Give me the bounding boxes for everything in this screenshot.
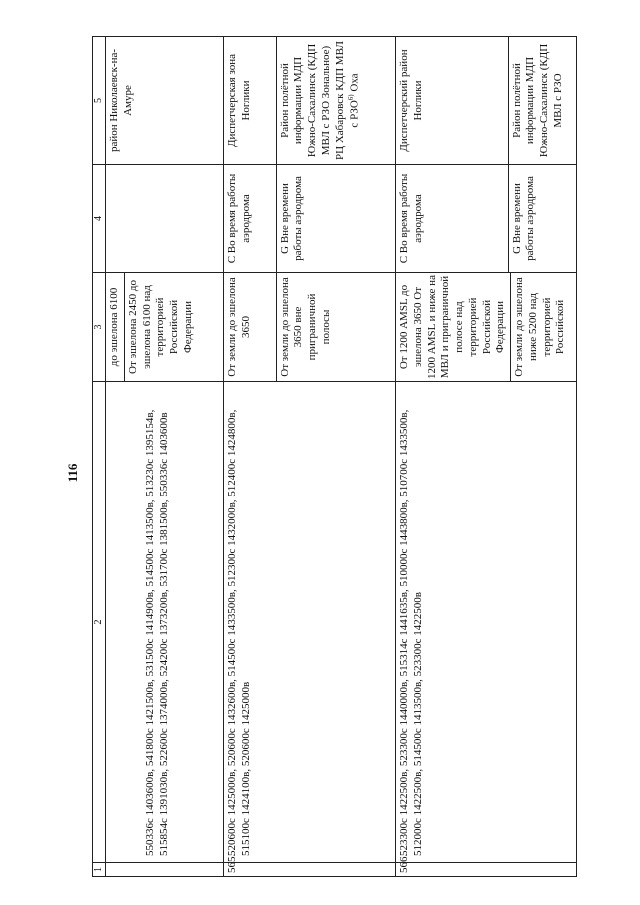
coordinates: 550336с 1403600в, 541800с 1421500в, 531500с 1414900в, 514500с 1413500в, 513230с 1395154в, 515854с 1391030в, 522600с 1374000в, 524200с 1373200в, 531700с 1381500в, 550336с 1403600в bbox=[106, 382, 224, 863]
airspace-class bbox=[224, 165, 396, 273]
header-col-3: 3 bbox=[93, 273, 106, 382]
header-col-2: 2 bbox=[93, 382, 106, 863]
class-sub: C Во время работы аэродрома bbox=[226, 173, 252, 264]
limits-main: От эшелона 2450 до эшелона 6100 над территорией Российской Федерации bbox=[124, 273, 223, 381]
vertical-limits bbox=[224, 273, 396, 382]
row-number: 565. bbox=[224, 863, 396, 877]
airspace-class bbox=[396, 165, 577, 273]
class-sub: C Во время работы аэродрома bbox=[398, 173, 424, 264]
atc-unit: район Николаевск-на-Амуре bbox=[106, 37, 224, 165]
header-col-4: 4 bbox=[93, 165, 106, 273]
atc-unit bbox=[224, 37, 396, 165]
table-row bbox=[106, 37, 224, 877]
airspace-table-sheet bbox=[92, 37, 577, 877]
row-number bbox=[106, 863, 224, 877]
coordinates: 520600с 1425000в, 520600с 1432600в, 514500с 1433500в, 512300с 1432000в, 512400с 1424800в, 515100с 1424100в, 520600с 1425000в bbox=[224, 382, 396, 863]
unit-sub: Район полётной информации МДП Южно-Сахалинск (КДП МВЛ с РЗО bbox=[508, 37, 576, 164]
limits-sub: От земли до эшелона 3650 вне приграничной полосы bbox=[276, 273, 395, 381]
vertical-limits bbox=[396, 273, 577, 382]
row-number: 566. bbox=[396, 863, 577, 877]
page-number: 116 bbox=[65, 463, 80, 483]
header-col-5: 5 bbox=[93, 37, 106, 165]
atc-unit bbox=[396, 37, 577, 165]
unit-sub: Район полётной информации МДП Южно-Сахалинск (КДП МВЛ с РЗО Зональное) РЦ Хабаровск КДП МВЛ с РЗО$^{6)}$ Оха bbox=[276, 37, 395, 164]
vertical-limits bbox=[106, 273, 224, 382]
class-sub: G Вне времени работы аэродрома bbox=[508, 165, 576, 272]
table-row bbox=[396, 37, 577, 877]
header-col-1: 1 bbox=[93, 863, 106, 877]
class-sub: G Вне времени работы аэродрома bbox=[276, 165, 395, 272]
limits-sub: От земли до эшелона ниже 5200 над территорией Российской bbox=[511, 273, 577, 381]
header-row bbox=[93, 37, 106, 877]
airspace-table bbox=[92, 36, 577, 877]
unit-sub: Диспетчерский район Ноглики bbox=[398, 49, 424, 152]
limits-top: до эшелона 6100 bbox=[108, 287, 120, 367]
limits-sub: От земли до эшелона 3650 bbox=[226, 277, 252, 377]
limits-sub: От 1200 AMSL до эшелона 3650 От 1200 AMSL и ниже на МВЛ и приграничной полосе над территорией Российской Федерации bbox=[398, 275, 507, 379]
coordinates: 523300с 1422500в, 523300с 1440000в, 515314с 1441635в, 510000с 1443800в, 510700с 1433500в, 512000с 1422500в, 514500с 1413500в, 523300с 1422500в bbox=[396, 382, 577, 863]
unit-sub: Диспетчерская зона Ноглики bbox=[226, 53, 252, 148]
airspace-class bbox=[106, 165, 224, 273]
table-row bbox=[224, 37, 396, 877]
